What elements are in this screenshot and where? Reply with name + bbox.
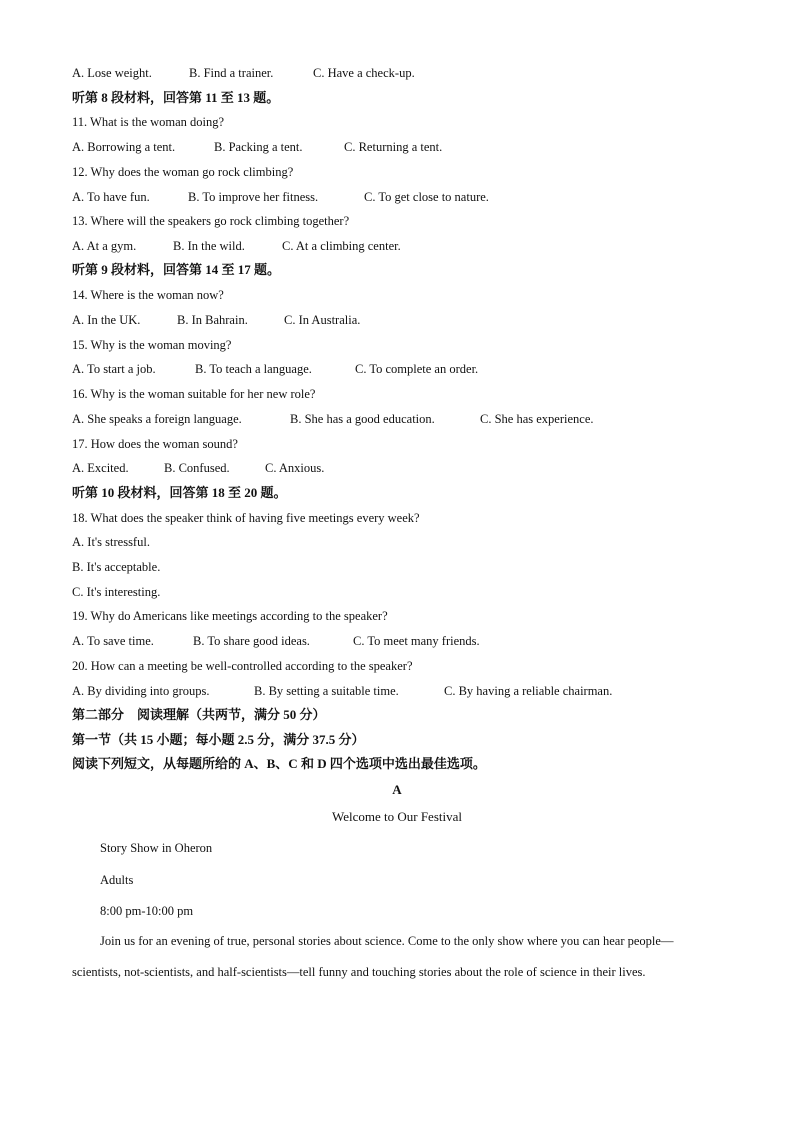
answer-option: C. To get close to nature. [364,190,489,204]
answer-option: A. Lose weight. [72,66,152,80]
passage-letter: A [392,782,402,797]
answer-option: C. Returning a tent. [344,140,443,154]
answer-option: A. She speaks a foreign language. [72,412,242,426]
answer-option: C. Have a check-up. [313,66,415,80]
event-name: Story Show in Oheron [100,841,213,855]
answer-option: C. To meet many friends. [353,634,480,648]
answer-option: C. At a climbing center. [282,239,401,253]
answer-option: A. At a gym. [72,239,137,253]
answer-option: B. In Bahrain. [177,313,248,327]
question-text: 11. What is the woman doing? [72,115,225,129]
answer-option: B. Find a trainer. [189,66,274,80]
question-text: 19. Why do Americans like meetings according to the speaker? [72,609,388,623]
question-text: B. It's acceptable. [72,560,161,574]
answer-option: C. To complete an order. [355,362,479,376]
question-text: 13. Where will the speakers go rock climbing together? [72,214,350,228]
answer-option: B. In the wild. [173,239,245,253]
event-time: 8:00 pm-10:00 pm [100,904,194,918]
answer-option: C. By having a reliable chairman. [444,684,613,698]
question-text: 12. Why does the woman go rock climbing? [72,165,294,179]
question-text: 15. Why is the woman moving? [72,338,232,352]
question-text: 17. How does the woman sound? [72,437,238,451]
answer-option: C. She has experience. [480,412,594,426]
answer-option: A. To save time. [72,634,154,648]
answer-option: B. To teach a language. [195,362,312,376]
answer-option: B. To improve her fitness. [188,190,319,204]
answer-option: B. Confused. [164,461,230,475]
question-text: A. It's stressful. [72,535,150,549]
section-header: 第二部分 阅读理解（共两节，满分 50 分） [72,707,326,722]
passage-title: Welcome to Our Festival [331,809,462,824]
event-audience: Adults [100,873,134,887]
answer-option: B. She has a good education. [290,412,435,426]
answer-option: C. In Australia. [284,313,361,327]
passage-body: Join us for an evening of true, personal stories about science. Come to the only show where you can hear people—scientists, not-scientists, and half-scientists—tell funny and touching stories about the role of science in their lives. [72,934,674,979]
section-header: 第一节（共 15 小题；每小题 2.5 分，满分 37.5 分） [72,732,365,747]
answer-option: A. To have fun. [72,190,150,204]
question-text: 20. How can a meeting be well-controlled according to the speaker? [72,659,413,673]
answer-option: C. Anxious. [265,461,325,475]
answer-option: A. To start a job. [72,362,156,376]
answer-option: B. By setting a suitable time. [254,684,399,698]
question-text: 18. What does the speaker think of having five meetings every week? [72,511,420,525]
answer-option: A. In the UK. [72,313,141,327]
answer-option: B. Packing a tent. [214,140,303,154]
section-header: 阅读下列短文，从每题所给的 A、B、C 和 D 四个选项中选出最佳选项。 [72,756,486,771]
section-header: 听第 9 段材料，回答第 14 至 17 题。 [72,262,281,277]
section-header: 听第 8 段材料，回答第 11 至 13 题。 [72,90,280,105]
question-text: 14. Where is the woman now? [72,288,224,302]
section-header: 听第 10 段材料，回答第 18 至 20 题。 [72,485,287,500]
question-text: C. It's interesting. [72,585,161,599]
answer-option: A. By dividing into groups. [72,684,210,698]
answer-option: B. To share good ideas. [193,634,310,648]
answer-option: A. Excited. [72,461,129,475]
answer-option: A. Borrowing a tent. [72,140,176,154]
question-text: 16. Why is the woman suitable for her new role? [72,387,316,401]
